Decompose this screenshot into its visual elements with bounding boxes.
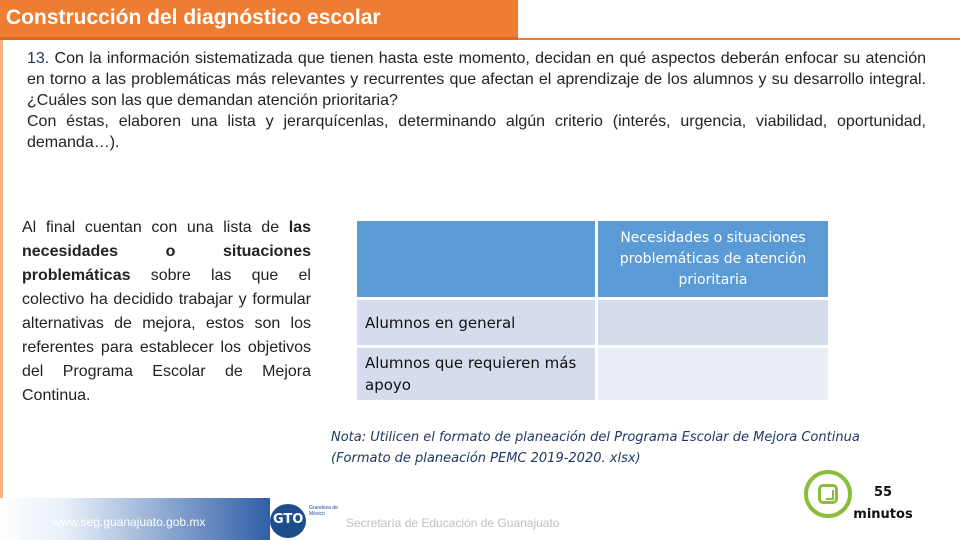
side-text-bold: las necesidades o situaciones problemáticas bbox=[22, 219, 311, 284]
footer-secretaria: Secretaría de Educación de Guanajuato bbox=[346, 516, 560, 530]
question-number: 13. bbox=[27, 50, 50, 67]
side-paragraph bbox=[22, 216, 311, 408]
table-header-cell: Necesidades o situaciones problemáticas de atención prioritaria bbox=[598, 221, 828, 297]
question-text: Con la información sistematizada que tienen hasta este momento, decidan en qué aspectos deberán enfocar su atención en torno a las problemáticas más relevantes y recurrentes que afectan el aprendizaje de los alumnos y su desarrollo integral. ¿Cuáles son las que demandan atención prioritaria? bbox=[27, 50, 926, 109]
row-label-general: Alumnos en general bbox=[357, 300, 595, 345]
gto-logo bbox=[270, 504, 306, 538]
question-instruction: Con éstas, elaboren una lista y jerarquícenlas, determinando algún criterio (interés, urgencia, viabilidad, oportunidad, demanda…). bbox=[27, 113, 926, 151]
row-label-more-support: Alumnos que requieren más apoyo bbox=[357, 348, 595, 400]
timer-unit: minutos bbox=[853, 507, 913, 522]
title-rule bbox=[518, 38, 960, 40]
page-title: Construcción del diagnóstico escolar bbox=[6, 6, 381, 29]
note-text: Nota: Utilicen el formato de planeación del Programa Escolar de Mejora Continua (Formato de planeación PEMC 2019-2020. xlsx) bbox=[331, 430, 860, 466]
timer-label bbox=[848, 482, 918, 526]
side-text-part2: sobre las que el colectivo ha decidido trabajar y formular alternativas de mejora, estos son los referentes para establecer los objetivos del Programa Escolar de Mejora Continua. bbox=[22, 267, 311, 404]
clock-icon bbox=[804, 470, 852, 518]
question-block bbox=[27, 48, 926, 153]
question-paragraph bbox=[27, 48, 926, 111]
table-header-row bbox=[357, 221, 828, 297]
table-corner-cell bbox=[357, 221, 595, 297]
side-text-part1: Al final cuentan con una lista de bbox=[22, 219, 280, 236]
clock-hands bbox=[818, 484, 838, 504]
row-value-more-support[interactable] bbox=[598, 348, 828, 400]
left-rule bbox=[0, 40, 3, 540]
table-row bbox=[357, 348, 828, 400]
footer-url-link[interactable]: www.seg.guanajuato.gob.mx bbox=[52, 515, 206, 529]
timer-amount: 55 bbox=[873, 485, 893, 500]
title-bar bbox=[0, 0, 518, 40]
gto-logo-text: GTO bbox=[273, 512, 304, 527]
table-row bbox=[357, 300, 828, 345]
needs-table bbox=[354, 218, 831, 403]
gto-logo-caption: Grandeza de México bbox=[309, 505, 338, 517]
row-value-general[interactable] bbox=[598, 300, 828, 345]
